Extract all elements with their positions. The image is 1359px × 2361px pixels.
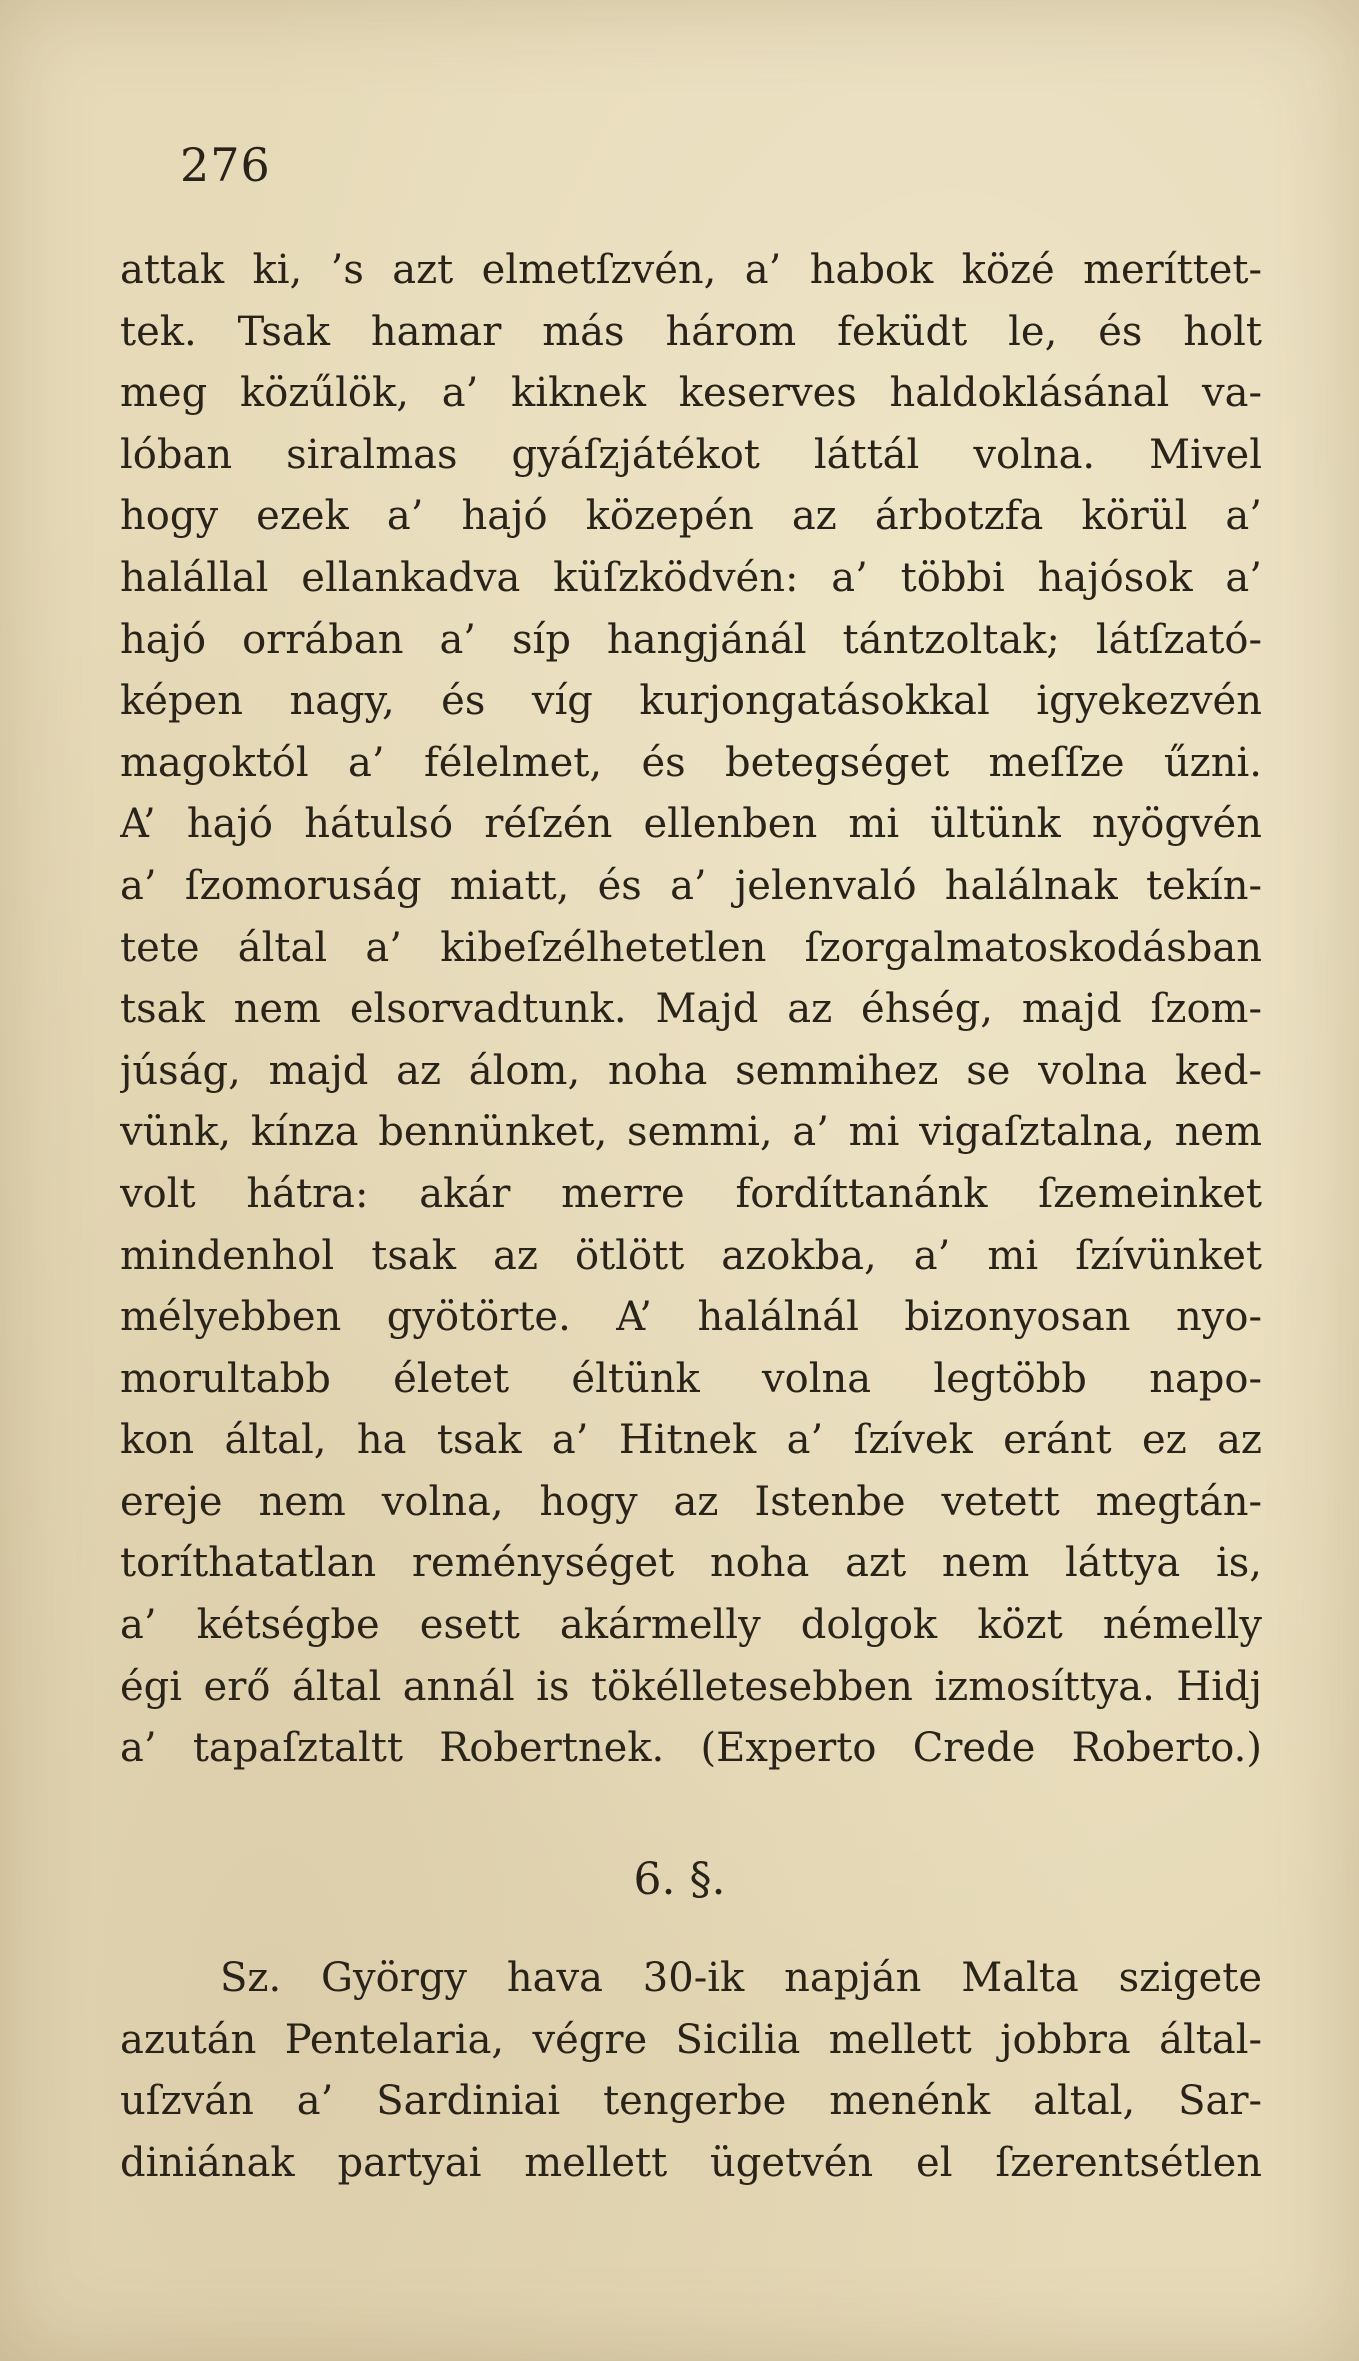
text-line: lóban siralmas gyáſzjátékot láttál volna. Mivel: [120, 431, 1262, 478]
page-number: 276: [180, 138, 271, 192]
text-line: diniának partyai mellett ügetvén el ſzerentsétlen: [120, 2139, 1262, 2186]
text-line: morultabb életet éltünk volna legtöbb napo-: [120, 1355, 1262, 1402]
text-line: attak ki, ’s azt elmetſzvén, a’ habok közé meríttet-: [120, 247, 1262, 293]
text-line: volt hátra: akár merre fordíttanánk ſzemeinket: [120, 1170, 1262, 1217]
text-line: tsak nem elsorvadtunk. Majd az éhség, majd ſzom-: [120, 986, 1262, 1033]
text-line: júság, majd az álom, noha semmihez se volna ked-: [120, 1047, 1262, 1094]
paragraph-main: [120, 240, 1262, 1780]
text-line: A’ hajó hátulsó réſzén ellenben mi ültünk nyögvén: [120, 801, 1262, 848]
text-line: uſzván a’ Sardiniai tengerbe menénk altal, Sar-: [120, 2078, 1262, 2125]
text-line: tete által a’ kibeſzélhetetlen ſzorgalmatoskodásban: [120, 924, 1262, 971]
text-line: mindenhol tsak az ötlött azokba, a’ mi ſzívünket: [120, 1232, 1262, 1279]
text-line: égi erő által annál is tökélletesebben izmosíttya. Hidj: [120, 1663, 1262, 1710]
text-line: a’ ſzomoruság miatt, és a’ jelenvaló halálnak tekín-: [120, 862, 1262, 909]
text-line: toríthatatlan reménységet noha azt nem láttya is,: [120, 1540, 1262, 1587]
text-line: hajó orrában a’ síp hangjánál tántzoltak; látſzató-: [120, 616, 1262, 663]
text-line: magoktól a’ félelmet, és betegséget meſſze űzni.: [120, 739, 1262, 786]
text-line: ereje nem volna, hogy az Istenbe vetett megtán-: [120, 1478, 1262, 1525]
text-line: mélyebben gyötörte. A’ halálnál bizonyosan nyo-: [120, 1294, 1262, 1341]
text-line: a’ kétségbe esett akármelly dolgok közt némelly: [120, 1602, 1262, 1649]
text-line: Sz. György hava 30-ik napján Malta szigete: [220, 1955, 1262, 2001]
text-line: kon által, ha tsak a’ Hitnek a’ ſzívek eránt ez az: [120, 1417, 1262, 1464]
paragraph-section: [120, 1948, 1262, 2194]
text-line: tek. Tsak hamar más három feküdt le, és holt: [120, 308, 1262, 355]
text-line: vünk, kínza bennünket, semmi, a’ mi vigaſztalna, nem: [120, 1109, 1262, 1156]
text-line: meg közűlök, a’ kiknek keserves haldoklásánal va-: [120, 370, 1262, 417]
text-line: képen nagy, és víg kurjongatásokkal igyekezvén: [120, 678, 1262, 725]
section-heading: 6. §.: [633, 1854, 726, 1905]
text-line: halállal ellankadva küſzködvén: a’ többi hajósok a’: [120, 554, 1262, 601]
text-line: a’ tapaſztaltt Robertnek. (Experto Crede Roberto.): [120, 1725, 1262, 1772]
text-line: azután Pentelaria, végre Sicilia mellett jobbra által-: [120, 2016, 1262, 2063]
text-line: hogy ezek a’ hajó közepén az árbotzfa körül a’: [120, 493, 1262, 540]
